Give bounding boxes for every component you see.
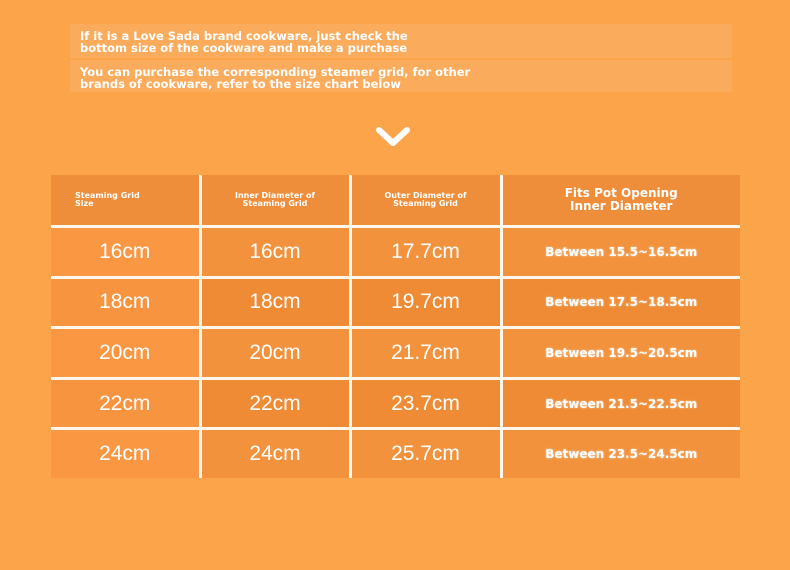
cell-inner-diameter: 20cm [200, 328, 350, 379]
cell-fits-pot: Between 17.5~18.5cm [501, 277, 740, 328]
cell-inner-diameter: 24cm [200, 429, 350, 478]
cell-fits-pot: Between 21.5~22.5cm [501, 378, 740, 429]
header-line: Inner Diameter of [234, 191, 316, 200]
header-line: Size [75, 199, 94, 208]
cell-grid-size: 18cm [51, 277, 200, 328]
notice-size-chart [70, 60, 732, 92]
cell-fits-pot: Between 19.5~20.5cm [501, 328, 740, 379]
cell-grid-size: 16cm [51, 227, 200, 278]
header-grid-size [51, 175, 200, 227]
cell-grid-size: 22cm [51, 378, 200, 429]
chevron-down-icon [373, 124, 413, 150]
notice-brand-check [70, 24, 732, 58]
cell-grid-size: 24cm [51, 429, 200, 478]
header-line: Steaming Grid [75, 191, 140, 200]
header-line: Inner Diameter [570, 199, 673, 213]
cell-inner-diameter: 22cm [200, 378, 350, 429]
table-row [51, 227, 740, 278]
notice-line: You can purchase the corresponding steamer grid, for other [80, 65, 471, 79]
header-line: Steaming Grid [242, 199, 308, 208]
cell-grid-size: 20cm [51, 328, 200, 379]
cell-outer-diameter: 19.7cm [350, 277, 501, 328]
table-row [51, 277, 740, 328]
cell-inner-diameter: 16cm [200, 227, 350, 278]
table-row [51, 378, 740, 429]
table-row [51, 328, 740, 379]
notice-line: bottom size of the cookware and make a purchase [80, 41, 408, 55]
cell-outer-diameter: 25.7cm [350, 429, 501, 478]
header-line: Fits Pot Opening [564, 186, 678, 200]
header-line: Steaming Grid [393, 199, 458, 208]
cell-outer-diameter: 17.7cm [350, 227, 501, 278]
table-header-row [51, 175, 740, 227]
table-row [51, 429, 740, 478]
cell-fits-pot: Between 23.5~24.5cm [501, 429, 740, 478]
cell-fits-pot: Between 15.5~16.5cm [501, 227, 740, 278]
notice-line: brands of cookware, refer to the size chart below [80, 77, 401, 91]
header-fits-pot [501, 175, 740, 227]
cell-inner-diameter: 18cm [200, 277, 350, 328]
header-outer-diameter [350, 175, 501, 227]
size-chart-table [51, 175, 740, 478]
header-line: Outer Diameter of [384, 191, 467, 200]
cell-outer-diameter: 23.7cm [350, 378, 501, 429]
header-inner-diameter [200, 175, 350, 227]
cell-outer-diameter: 21.7cm [350, 328, 501, 379]
notice-line: If it is a Love Sada brand cookware, just check the [80, 29, 408, 43]
